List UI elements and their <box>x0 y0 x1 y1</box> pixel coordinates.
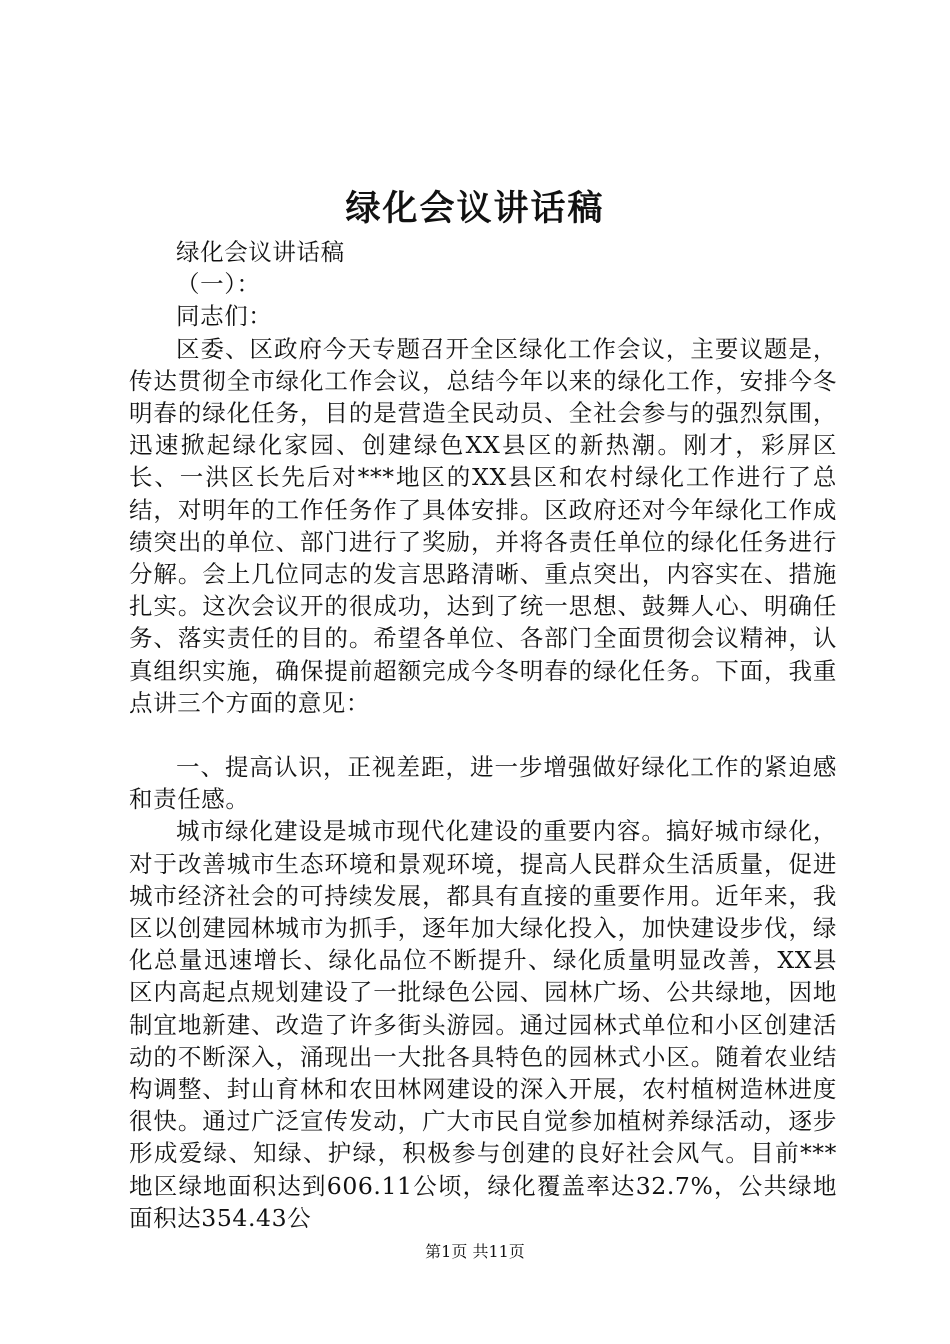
page-footer <box>0 1240 950 1264</box>
paragraph-body: 城市绿化建设是城市现代化建设的重要内容。搞好城市绿化，对于改善城市生态环境和景观环境，提高人民群众生活质量，促进城市经济社会的可持续发展，都具有直接的重要作用。近年来，我区以创建园林城市为抓手，逐年加大绿化投入，加快建设步伐，绿化总量迅速增长、绿化品位不断提升、绿化质量明显改善，XX县区内高起点规划建设了一批绿色公园、园林广场、公共绿地，因地制宜地新建、改造了许多街头游园。通过园林式单位和小区创建活动的不断深入，涌现出一大批各具特色的园林式小区。随着农业结构调整、封山育林和农田林网建设的深入开展，农村植树造林进度很快。通过广泛宣传发动，广大市民自觉参加植树养绿活动，逐步形成爱绿、知绿、护绿，积极参与创建的良好社会风气。目前***地区绿地面积达到606.11公顷，绿化覆盖率达32.7%，公共绿地面积达354.43公 <box>129 817 837 1232</box>
paragraph-section-number: （一）： <box>176 270 261 299</box>
paragraph-salutation: 同志们： <box>176 302 273 331</box>
document-body <box>129 236 837 1234</box>
document-title: 绿化会议讲话稿 <box>345 188 605 229</box>
paragraph-opening: 区委、区政府今天专题召开全区绿化工作会议，主要议题是，传达贯彻全市绿化工作会议，总结今年以来的绿化工作，安排今冬明春的绿化任务，目的是营造全民动员、全社会参与的强烈氛围，迅速掀起绿化家园、创建绿色XX县区的新热潮。刚才，彩屏区长、一洪区长先后对***地区的XX县区和农村绿化工作进行了总结，对明年的工作任务作了具体安排。区政府还对今年绿化工作成绩突出的单位、部门进行了奖励，并将各责任单位的绿化任务进行分解。会上几位同志的发言思路清晰、重点突出，内容实在、措施扎实。这次会议开的很成功，达到了统一思想、鼓舞人心、明确任务、落实责任的目的。希望各单位、各部门全面贯彻会议精神，认真组织实施，确保提前超额完成今冬明春的绿化任务。下面，我重点讲三个方面的意见： <box>129 334 837 717</box>
paragraph-subtitle: 绿化会议讲话稿 <box>176 238 345 266</box>
page-number-label: 第1页 共11页 <box>425 1242 525 1261</box>
paragraph-heading-one: 一、提高认识，正视差距，进一步增强做好绿化工作的紧迫感和责任感。 <box>129 753 837 814</box>
